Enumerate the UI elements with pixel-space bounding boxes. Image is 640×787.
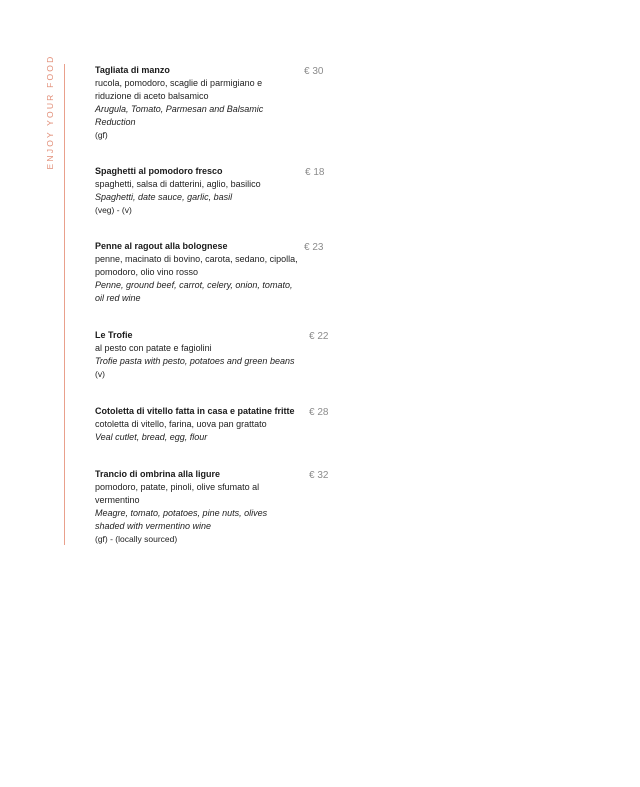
menu-item bbox=[95, 64, 330, 142]
menu-item bbox=[95, 468, 330, 546]
dish-description-en: Meagre, tomato, potatoes, pine nuts, olives shaded with vermentino wine bbox=[95, 508, 268, 531]
dish-name: Tagliata di manzo bbox=[95, 65, 170, 75]
menu-item bbox=[95, 329, 330, 381]
dish-tags: (veg) - (v) bbox=[95, 205, 132, 215]
dish-price: € 32 bbox=[309, 470, 329, 481]
dish-price: € 28 bbox=[309, 407, 329, 418]
dish-tags: (v) bbox=[95, 369, 105, 379]
menu-item bbox=[95, 165, 330, 217]
dish-description-en: Veal cutlet, bread, egg, flour bbox=[95, 432, 208, 442]
dish-tags: (gf) bbox=[95, 130, 108, 140]
menu-item bbox=[95, 405, 330, 444]
dish-name: Spaghetti al pomodoro fresco bbox=[95, 166, 223, 176]
side-tagline: ENJOY YOUR FOOD bbox=[45, 54, 55, 170]
dish-name: Trancio di ombrina alla ligure bbox=[95, 469, 221, 479]
dish-description-it: pomodoro, patate, pinoli, olive sfumato al vermentino bbox=[95, 482, 260, 505]
dish-name: Penne al ragout alla bolognese bbox=[95, 241, 228, 251]
dish-name: Cotoletta di vitello fatta in casa e patatine fritte bbox=[95, 406, 295, 416]
dish-description-it: al pesto con patate e fagiolini bbox=[95, 343, 212, 353]
dish-description-en: Spaghetti, date sauce, garlic, basil bbox=[95, 192, 233, 202]
dish-price: € 18 bbox=[305, 167, 325, 178]
dish-description-en: Trofie pasta with pesto, potatoes and green beans bbox=[95, 356, 295, 366]
menu-item bbox=[95, 240, 330, 305]
dish-description-it: spaghetti, salsa di datterini, aglio, basilico bbox=[95, 179, 261, 189]
dish-description-en: Arugula, Tomato, Parmesan and Balsamic Reduction bbox=[95, 104, 264, 127]
dish-price: € 23 bbox=[304, 242, 324, 253]
dish-tags: (gf) - (locally sourced) bbox=[95, 534, 178, 544]
dish-price: € 30 bbox=[304, 66, 324, 77]
dish-description-it: rucola, pomodoro, scaglie di parmigiano e riduzione di aceto balsamico bbox=[95, 78, 263, 101]
side-divider-line bbox=[64, 64, 65, 545]
dish-description-it: penne, macinato di bovino, carota, sedano, cipolla, pomodoro, olio vino rosso bbox=[95, 254, 298, 277]
dish-description-it: cotoletta di vitello, farina, uova pan grattato bbox=[95, 419, 267, 429]
dish-price: € 22 bbox=[309, 331, 329, 342]
dish-description-en: Penne, ground beef, carrot, celery, onion, tomato, oil red wine bbox=[95, 280, 293, 303]
dish-name: Le Trofie bbox=[95, 330, 133, 340]
